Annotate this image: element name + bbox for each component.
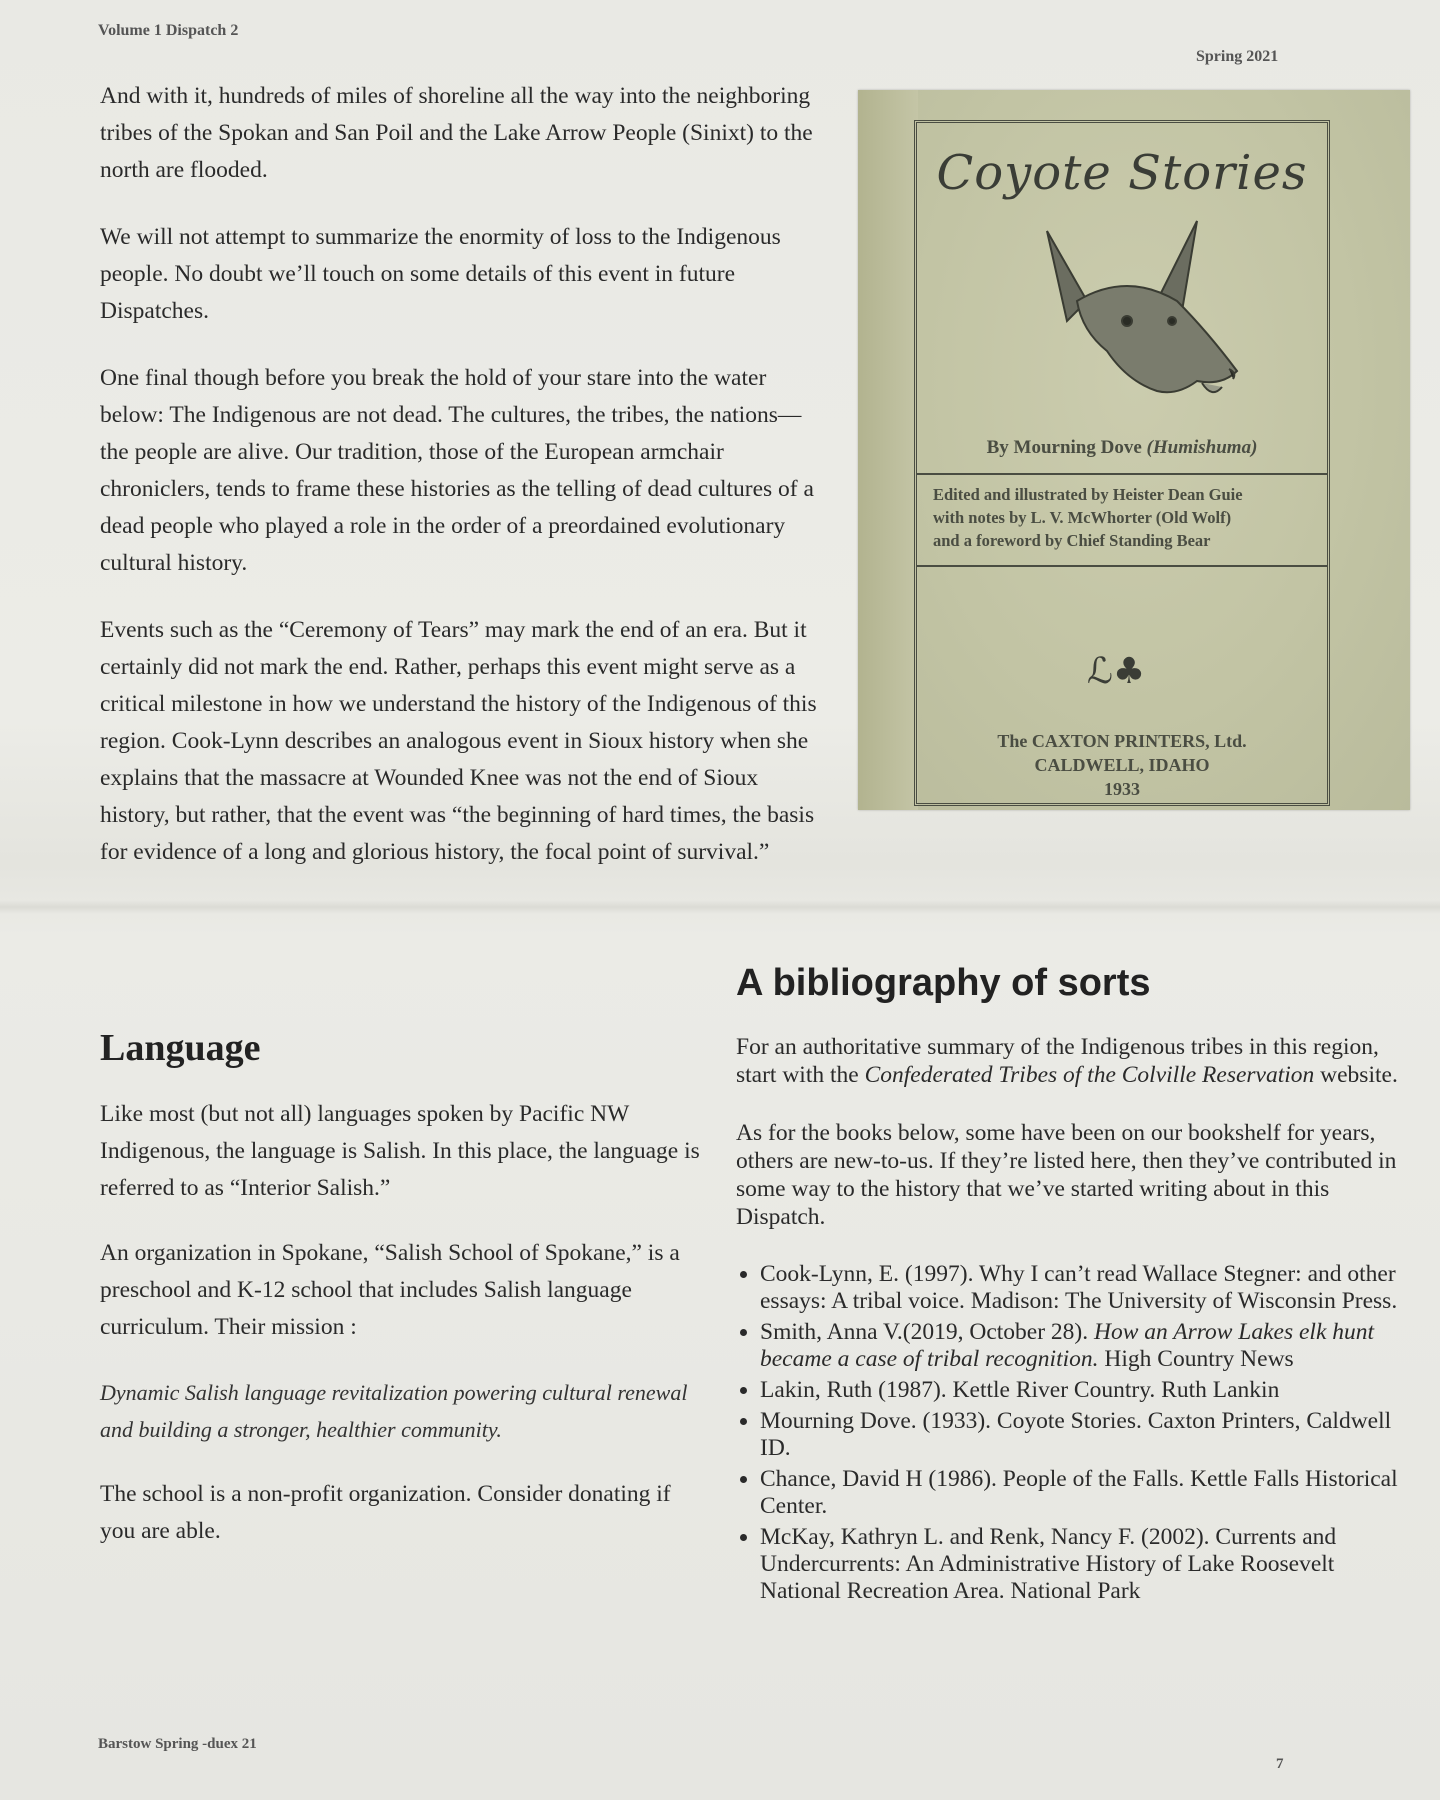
colville-website-name: Confederated Tribes of the Colville Reservation bbox=[864, 1062, 1315, 1088]
intro-column bbox=[100, 78, 830, 901]
bibliography-item: • Cook-Lynn, E. (1997). Why I can’t read Wallace Stegner: and other essays: A tribal voice. Madison: The University of Wisconsin Press. bbox=[760, 1261, 1406, 1315]
bibliography-item: • Mourning Dove. (1933). Coyote Stories. Caxton Printers, Caldwell ID. bbox=[760, 1408, 1406, 1462]
bibliography-note: As for the books below, some have been on our bookshelf for years, others are new-to-us. If they’re listed here, then they’ve contributed in some way to the history that we’ve started writing about in this Dispatch. bbox=[736, 1120, 1397, 1230]
book-spine bbox=[858, 90, 918, 810]
book-publisher bbox=[917, 729, 1327, 801]
book-credit-line: Edited and illustrated by Heister Dean Guie bbox=[933, 485, 1243, 504]
language-paragraph: Like most (but not all) languages spoken by Pacific NW Indigenous, the language is Salish. In this place, the language is referred to as “Interior Salish.” bbox=[100, 1101, 700, 1201]
book-title: Coyote Stories bbox=[936, 145, 1308, 201]
language-paragraph: The school is a non-profit organization. Consider donating if you are able. bbox=[100, 1481, 671, 1544]
bibliography-item: • Smith, Anna V.(2019, October 28). How an Arrow Lakes elk hunt became a case of tribal recognition. High Country News bbox=[760, 1319, 1406, 1373]
publish-year: 1933 bbox=[1104, 779, 1140, 799]
bibliography-heading: A bibliography of sorts bbox=[736, 962, 1151, 1004]
bibliography-list bbox=[736, 1261, 1406, 1605]
book-author-alias: (Humishuma) bbox=[1146, 437, 1258, 458]
language-heading: Language bbox=[100, 1027, 261, 1069]
paper-fold bbox=[0, 900, 1440, 914]
footer-issue: Barstow Spring -duex 21 bbox=[98, 1736, 257, 1752]
publisher-logo-icon: ℒ♣ bbox=[1087, 651, 1146, 692]
language-section bbox=[100, 1026, 700, 1578]
header-volume: Volume 1 Dispatch 2 bbox=[98, 22, 239, 39]
bibliography-intro-text: For an authoritative summary of the Indigenous tribes in this region, start with the bbox=[736, 1034, 1379, 1088]
header-season: Spring 2021 bbox=[1196, 48, 1279, 65]
intro-paragraph: One final though before you break the hold of your stare into the water below: The Indigenous are not dead. The cultures, the tribes, the nations—the people are alive. Our tradition, those of the European armchair chroniclers, tends to frame these histories as the telling of dead cultures of a dead people who played a role in the order of a preordained evolutionary cultural history. bbox=[100, 365, 814, 576]
book-author-name: By Mourning Dove bbox=[986, 437, 1142, 458]
bibliography-intro bbox=[736, 1033, 1406, 1089]
book-author bbox=[917, 437, 1327, 459]
book-cover-image bbox=[858, 90, 1410, 810]
intro-paragraph: We will not attempt to summarize the enormity of loss to the Indigenous people. No doubt we’ll touch on some details of this event in future Dispatches. bbox=[100, 224, 781, 324]
coyote-illustration bbox=[1007, 211, 1247, 411]
bibliography-item: • Lakin, Ruth (1987). Kettle River Country. Ruth Lankin bbox=[760, 1377, 1406, 1404]
bibliography-section bbox=[736, 962, 1406, 1609]
bibliography-intro-text: website. bbox=[1314, 1062, 1398, 1088]
publisher-name: The CAXTON PRINTERS, Ltd. bbox=[997, 731, 1247, 751]
publisher-place: CALDWELL, IDAHO bbox=[1034, 755, 1210, 775]
bibliography-item: • McKay, Kathryn L. and Renk, Nancy F. (2002). Currents and Undercurrents: An Administrative History of Lake Roosevelt National Recreation Area. National Park bbox=[760, 1524, 1406, 1605]
bibliography-item: • Chance, David H (1986). People of the Falls. Kettle Falls Historical Center. bbox=[760, 1466, 1406, 1520]
language-paragraph: An organization in Spokane, “Salish School of Spokane,” is a preschool and K-12 school that includes Salish language curriculum. Their mission : bbox=[100, 1240, 680, 1340]
intro-paragraph: Events such as the “Ceremony of Tears” may mark the end of an era. But it certainly did not mark the end. Rather, perhaps this event might serve as a critical milestone in how we understand the history of the Indigenous of this region. Cook-Lynn describes an analogous event in Sioux history when she explains that the massacre at Wounded Knee was not the end of Sioux history, but rather, that the event was “the beginning of hard times, the basis for evidence of a long and glorious history, the focal point of survival.” bbox=[100, 617, 817, 865]
mission-quote: Dynamic Salish language revitalization powering cultural renewal and building a stronger, healthier community. bbox=[100, 1380, 688, 1442]
book-credits bbox=[917, 473, 1327, 567]
book-credit-line: and a foreword by Chief Standing Bear bbox=[933, 531, 1211, 550]
book-credit-line: with notes by L. V. McWhorter (Old Wolf) bbox=[933, 508, 1232, 527]
book-cover-frame bbox=[914, 120, 1330, 806]
page-number: 7 bbox=[1276, 1756, 1284, 1772]
intro-paragraph: And with it, hundreds of miles of shoreline all the way into the neighboring tribes of the Spokan and San Poil and the Lake Arrow People (Sinixt) to the north are flooded. bbox=[100, 83, 813, 183]
